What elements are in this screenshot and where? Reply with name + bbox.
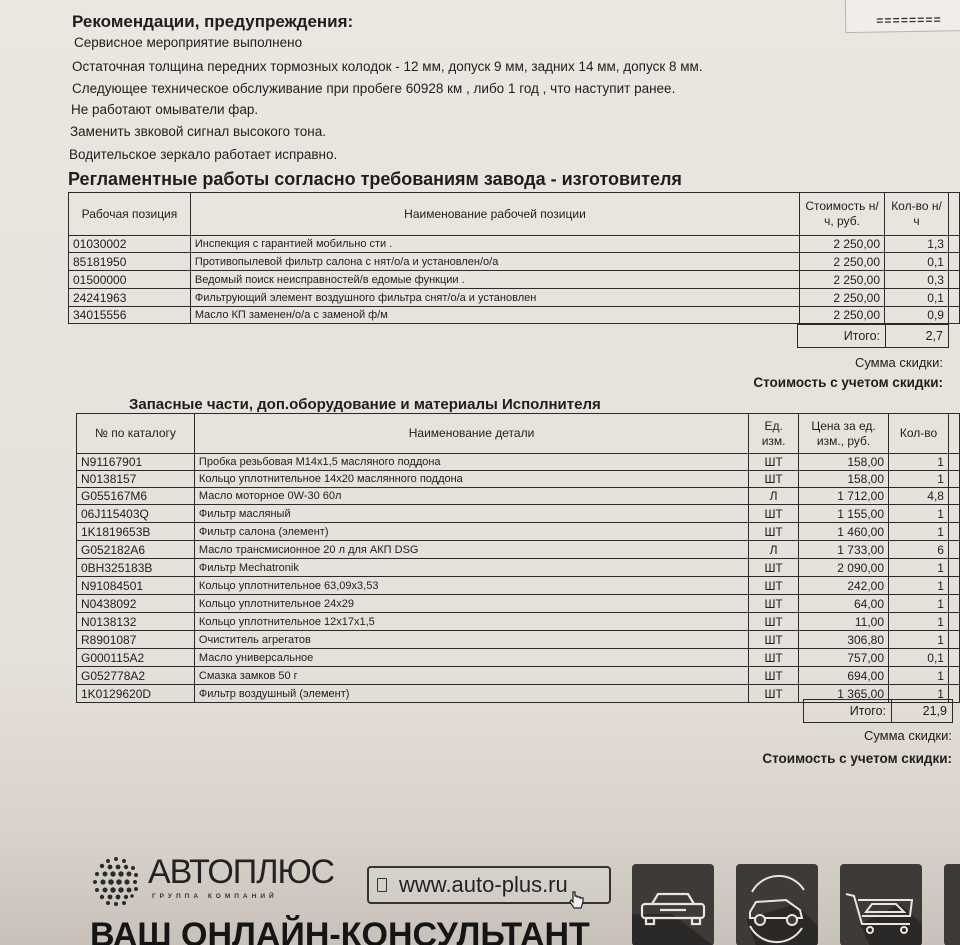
labor-discount-label: Сумма скидки: (854, 355, 943, 370)
part-unit: ШТ (749, 559, 799, 577)
part-qty: 1 (889, 595, 949, 613)
labor-code: 01030002 (69, 236, 191, 253)
part-unit: ШТ (749, 667, 799, 685)
table-row (69, 271, 960, 289)
part-price: 158,00 (799, 471, 889, 488)
parts-total-box (803, 699, 953, 723)
table-row (77, 613, 960, 631)
part-name: Кольцо уплотнительное 24х29 (194, 595, 748, 613)
header-unit: Ед. изм. (749, 414, 799, 454)
table-row (77, 631, 960, 649)
part-catalog: G055167M6 (77, 488, 195, 505)
part-unit: ШТ (749, 685, 799, 703)
car-trade-in-icon (736, 864, 818, 945)
part-price: 306,80 (799, 631, 889, 649)
part-name: Смазка замков 50 г (194, 667, 748, 685)
part-catalog: G052778A2 (77, 667, 195, 685)
recommendation-line: Сервисное мероприятие выполнено (74, 35, 303, 50)
labor-after-discount-label: Стоимость с учетом скидки: (753, 375, 943, 390)
header-extra (948, 193, 959, 236)
part-qty: 1 (889, 559, 949, 577)
parts-after-discount-label: Стоимость с учетом скидки: (762, 751, 952, 766)
table-row (77, 523, 960, 541)
part-qty: 1 (889, 631, 949, 649)
part-catalog: R8901087 (77, 631, 195, 649)
recommendations-title: Рекомендации, предупреждения: (72, 12, 354, 31)
part-unit: ШТ (749, 454, 799, 471)
part-unit: ШТ (749, 631, 799, 649)
table-row (77, 595, 960, 613)
parts-table (76, 413, 960, 703)
header-name: Наименование рабочей позиции (190, 193, 799, 236)
part-catalog: G000115A2 (77, 649, 195, 667)
header-part-qty: Кол-во (889, 414, 949, 454)
part-qty: 1 (889, 613, 949, 631)
labor-qty: 1,3 (885, 236, 949, 253)
part-catalog: 1K0129620D (77, 685, 195, 703)
website-link[interactable] (367, 866, 611, 904)
part-name: Масло трансмисионное 20 л для АКП DSG (194, 541, 748, 559)
part-unit: ШТ (749, 595, 799, 613)
labor-cost: 2 250,00 (800, 253, 885, 271)
header-part-name: Наименование детали (194, 414, 748, 454)
part-catalog: 0BH325183B (77, 559, 195, 577)
part-price: 694,00 (799, 667, 889, 685)
part-qty: 1 (889, 685, 949, 703)
part-catalog: N0138132 (77, 613, 195, 631)
part-catalog: N0438092 (77, 595, 195, 613)
labor-name: Ведомый поиск неисправностей/в едомые функции . (190, 271, 799, 289)
recommendation-line: Остаточная толщина передних тормозных колодок - 12 мм, допуск 9 мм, задних 14 мм, допуск 8 мм. (72, 59, 703, 74)
header-price: Цена за ед. изм., руб. (799, 414, 889, 454)
part-catalog: G052182A6 (77, 541, 195, 559)
part-price: 1 733,00 (799, 541, 889, 559)
part-unit: ШТ (749, 505, 799, 523)
service-tile-cars[interactable] (632, 864, 714, 945)
table-row (77, 454, 960, 471)
part-qty: 4,8 (889, 488, 949, 505)
logo-dots-icon (90, 855, 142, 907)
car-cart-icon (840, 864, 922, 945)
part-catalog: N91084501 (77, 577, 195, 595)
part-unit: ШТ (749, 649, 799, 667)
part-price: 242,00 (799, 577, 889, 595)
parts-discount-label: Сумма скидки: (863, 728, 952, 743)
table-row (77, 559, 960, 577)
part-price: 64,00 (799, 595, 889, 613)
labor-name: Фильтрующий элемент воздушного фильтра снят/о/а и установлен (190, 289, 799, 307)
part-price: 1 155,00 (799, 505, 889, 523)
tagline: ВАШ ОНЛАЙН-КОНСУЛЬТАНТ (90, 916, 590, 945)
part-unit: ШТ (749, 613, 799, 631)
table-row (77, 471, 960, 488)
labor-section-title: Регламентные работы согласно требованиям завода - изготовителя (68, 169, 682, 189)
part-name: Фильтр Mechatronik (194, 559, 748, 577)
part-unit: Л (749, 488, 799, 505)
labor-qty: 0,1 (885, 253, 949, 271)
part-name: Масло универсальное (194, 649, 748, 667)
parts-section-title: Запасные части, доп.оборудование и материалы Исполнителя (129, 396, 601, 413)
labor-total-label: Итого: (798, 325, 886, 347)
recommendation-line: Водительское зеркало работает исправно. (69, 147, 338, 162)
table-row (77, 667, 960, 685)
table-row (69, 236, 960, 253)
part-name: Фильтр салона (элемент) (194, 523, 748, 541)
table-row (69, 289, 960, 307)
part-name: Масло моторное 0W-30 60л (194, 488, 748, 505)
receipt-dashes: ======== (876, 13, 942, 29)
part-qty: 1 (889, 454, 949, 471)
part-unit: ШТ (749, 577, 799, 595)
header-cost: Стоимость н/ч, руб. (800, 193, 885, 236)
pointer-hand-icon (569, 890, 585, 910)
labor-qty: 0,9 (885, 307, 949, 324)
table-row (77, 577, 960, 595)
brand-subtitle: ГРУППА КОМПАНИЙ (152, 893, 278, 900)
labor-code: 01500000 (69, 271, 191, 289)
labor-code: 34015556 (69, 307, 191, 324)
labor-name: Масло КП заменен/о/а с заменой ф/м (190, 307, 799, 324)
corner-receipt-slip (845, 0, 960, 33)
part-price: 158,00 (799, 454, 889, 471)
part-price: 1 460,00 (799, 523, 889, 541)
part-catalog: 06J115403Q (77, 505, 195, 523)
service-tile-trade-in[interactable] (736, 864, 818, 945)
recommendation-line: Не работают омыватели фар. (71, 102, 259, 117)
cars-lineup-icon (632, 864, 714, 945)
table-row (69, 253, 960, 271)
document-icon (377, 878, 387, 892)
labor-total-value: 2,7 (925, 329, 943, 343)
table-row (77, 649, 960, 667)
table-row (77, 505, 960, 523)
labor-code: 85181950 (69, 253, 191, 271)
labor-name: Инспекция с гарантией мобильно сти . (190, 236, 799, 253)
part-price: 2 090,00 (799, 559, 889, 577)
part-price: 757,00 (799, 649, 889, 667)
part-qty: 1 (889, 577, 949, 595)
table-row (77, 541, 960, 559)
header-catalog: № по каталогу (77, 414, 195, 454)
parts-total-label: Итого: (804, 700, 892, 722)
part-qty: 6 (889, 541, 949, 559)
parts-total-value: 21,9 (922, 704, 947, 718)
recommendation-line: Заменить звковой сигнал высокого тона. (70, 124, 326, 139)
part-qty: 1 (889, 471, 949, 488)
parts-header-row (77, 414, 960, 454)
labor-cost: 2 250,00 (800, 236, 885, 253)
website-url: www.auto-plus.ru (399, 872, 568, 897)
part-price: 11,00 (799, 613, 889, 631)
part-qty: 0,1 (889, 649, 949, 667)
labor-name: Противопылевой фильтр салона с нят/о/а и установлен/о/а (190, 253, 799, 271)
labor-table (68, 192, 960, 324)
part-catalog: N0138157 (77, 471, 195, 488)
part-qty: 1 (889, 505, 949, 523)
part-name: Пробка резьбовая М14х1,5 масляного поддона (194, 454, 748, 471)
labor-qty: 0,1 (885, 289, 949, 307)
brand-name: АВТОПЛЮС (148, 853, 335, 891)
part-catalog: 1K1819653B (77, 523, 195, 541)
labor-cost: 2 250,00 (800, 307, 885, 324)
labor-code: 24241963 (69, 289, 191, 307)
labor-qty: 0,3 (885, 271, 949, 289)
part-name: Очиститель агрегатов (194, 631, 748, 649)
part-price: 1 712,00 (799, 488, 889, 505)
part-name: Фильтр масляный (194, 505, 748, 523)
labor-header-row (69, 193, 960, 236)
table-row (69, 307, 960, 324)
recommendation-line: Следующее техническое обслуживание при пробеге 60928 км , либо 1 год , что наступит ранее. (72, 81, 676, 96)
part-catalog: N91167901 (77, 454, 195, 471)
service-tile-partial[interactable] (944, 864, 960, 945)
labor-cost: 2 250,00 (800, 289, 885, 307)
service-tile-cart[interactable] (840, 864, 922, 945)
part-name: Фильтр воздушный (элемент) (194, 685, 748, 703)
part-name: Кольцо уплотнительное 12х17х1,5 (194, 613, 748, 631)
part-name: Кольцо уплотнительное 14х20 маслянного поддона (194, 471, 748, 488)
part-name: Кольцо уплотнительное 63,09х3,53 (194, 577, 748, 595)
part-qty: 1 (889, 667, 949, 685)
labor-cost: 2 250,00 (800, 271, 885, 289)
part-unit: ШТ (749, 523, 799, 541)
part-price: 1 365,00 (799, 685, 889, 703)
labor-total-box (797, 324, 949, 348)
part-unit: ШТ (749, 471, 799, 488)
table-row (77, 488, 960, 505)
part-unit: Л (749, 541, 799, 559)
header-qty: Кол-во н/ч (885, 193, 949, 236)
part-qty: 1 (889, 523, 949, 541)
header-code: Рабочая позиция (69, 193, 191, 236)
